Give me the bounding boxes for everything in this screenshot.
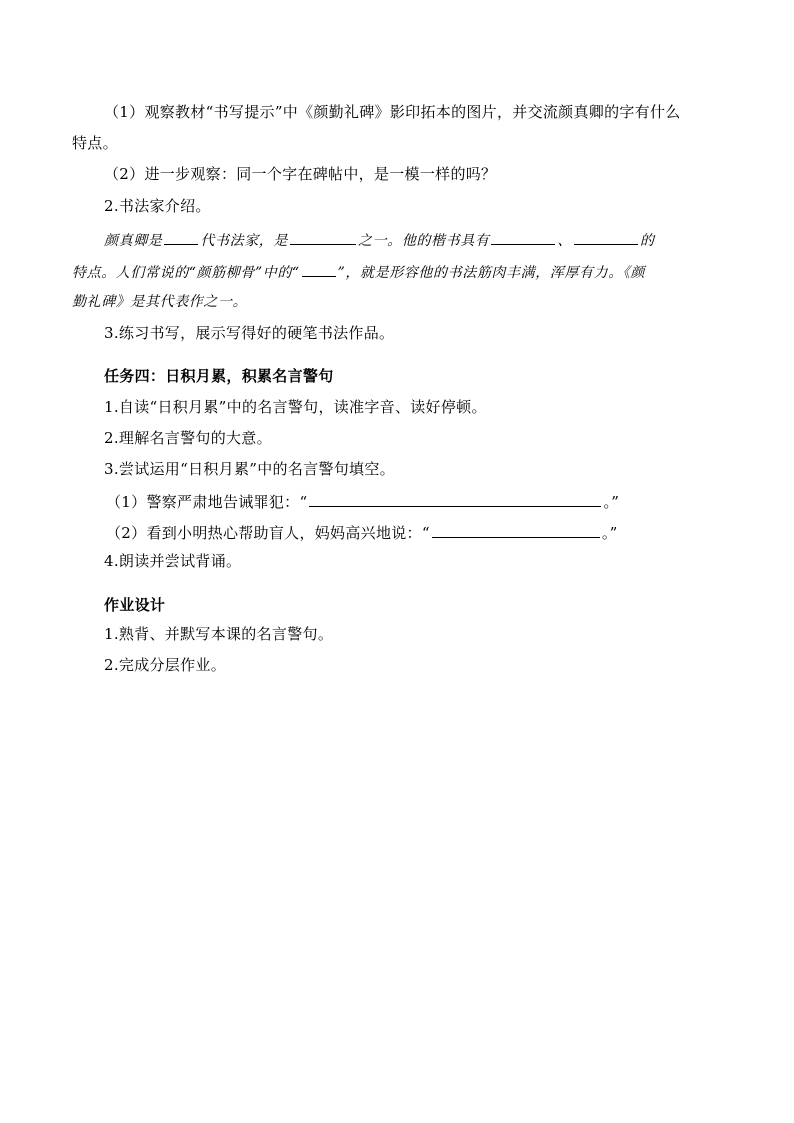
task4-heading: 任务四：日积月累，积累名言警句	[104, 367, 334, 385]
observe-item-1-line-1: （1）观察教材“书写提示”中《颜勤礼碑》影印拓本的图片，并交流颜真卿的字有什么	[104, 103, 681, 121]
fill-blank[interactable]	[432, 522, 600, 538]
intro-text: ”，就是形容他的书法筋肉丰满，浑厚有力。《颜	[337, 265, 646, 281]
question-text: （2）看到小明热心帮助盲人，妈妈高兴地说：“	[106, 524, 430, 542]
task4-point-1: 1.自读“日积月累”中的名言警句，读准字音、读好停顿。	[104, 398, 487, 416]
task4-question-2	[106, 522, 618, 543]
homework-item-1: 1.熟背、并默写本课的名言警句。	[104, 625, 334, 643]
question-text: 。”	[603, 493, 620, 511]
homework-heading: 作业设计	[104, 596, 166, 614]
calligrapher-intro-heading: 2.书法家介绍。	[104, 197, 211, 215]
practice-writing: 3.练习书写，展示写得好的硬笔书法作品。	[104, 324, 395, 342]
intro-text: 的	[640, 233, 655, 249]
task4-point-4: 4.朗读并尝试背诵。	[104, 552, 242, 570]
calligrapher-intro-line-1	[104, 229, 655, 251]
fill-blank[interactable]	[309, 491, 601, 507]
calligrapher-intro-line-3: 勤礼碑》是其代表作之一。	[72, 294, 248, 310]
fill-blank[interactable]	[290, 229, 356, 245]
homework-item-2: 2.完成分层作业。	[104, 656, 227, 674]
observe-item-1-line-2: 特点。	[72, 134, 118, 152]
intro-text: 特点。人们常说的“颜筋柳骨”中的“	[72, 265, 300, 281]
intro-text: 代书法家，是	[200, 233, 289, 249]
task4-question-1	[106, 491, 619, 512]
observe-item-2: （2）进一步观察：同一个字在碑帖中，是一模一样的吗？	[104, 165, 497, 183]
intro-text: 、	[557, 233, 573, 249]
task4-point-3: 3.尝试运用“日积月累”中的名言警句填空。	[104, 460, 395, 478]
fill-blank[interactable]	[164, 229, 198, 245]
question-text: （1）警察严肃地告诫罪犯：“	[106, 493, 308, 511]
intro-text: 颜真卿是	[104, 233, 163, 249]
question-text: 。”	[601, 524, 618, 542]
fill-blank[interactable]	[491, 229, 555, 245]
intro-text: 之一。他的楷书具有	[358, 233, 490, 249]
calligrapher-intro-line-2	[72, 261, 645, 283]
fill-blank[interactable]	[302, 261, 336, 277]
task4-point-2: 2.理解名言警句的大意。	[104, 429, 272, 447]
fill-blank[interactable]	[574, 229, 638, 245]
